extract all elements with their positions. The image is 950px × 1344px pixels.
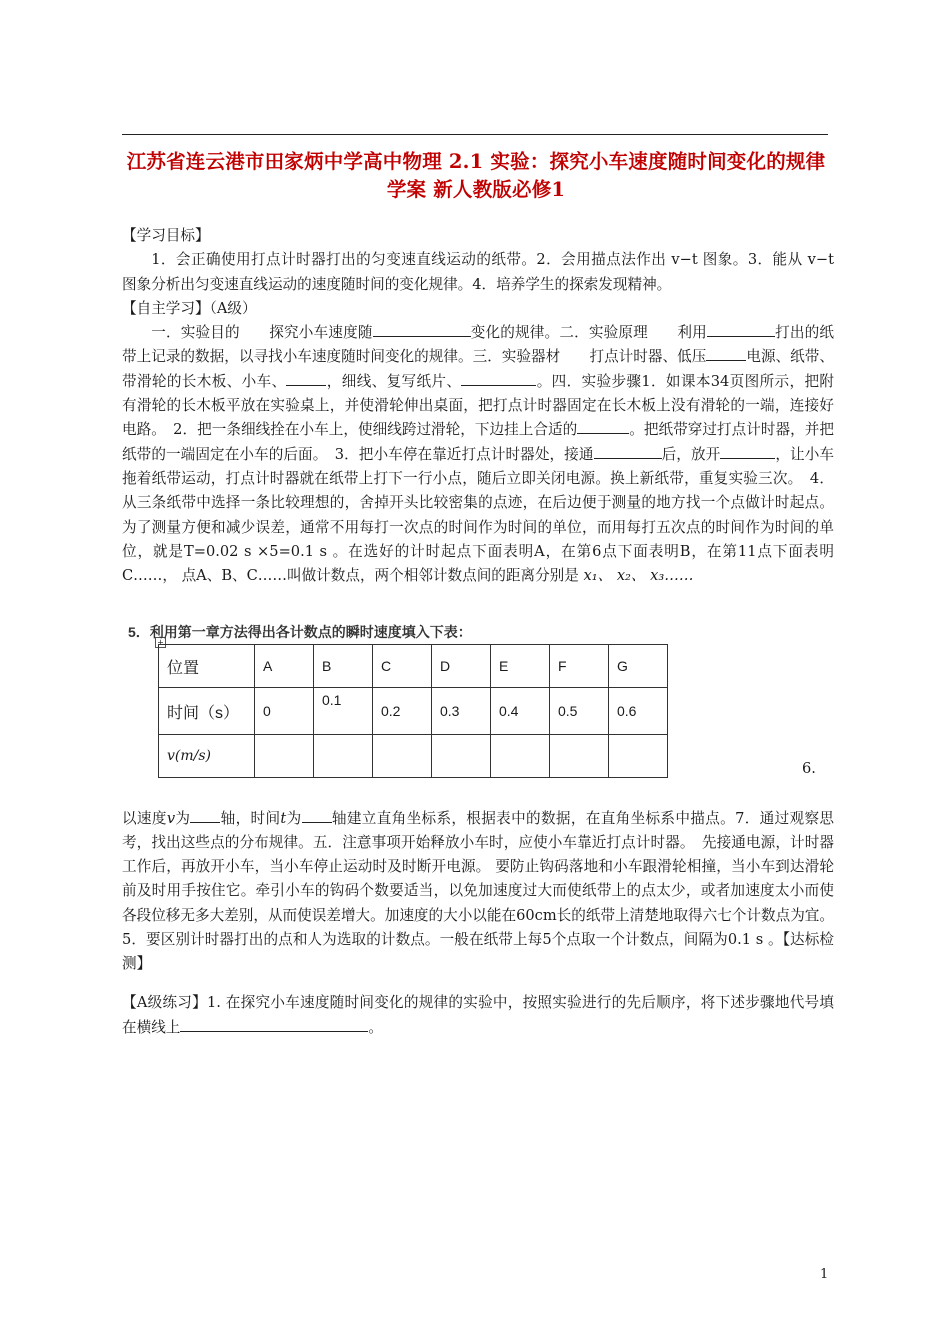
fill-blank: [302, 807, 332, 823]
page-number: 1: [820, 1267, 829, 1282]
cell-time: 0.6: [609, 688, 668, 735]
table-row-time: [159, 688, 668, 735]
goals-text: 1．会正确使用打点计时器打出的匀变速直线运动的纸带。2．会用描点法作出 v−t 图象。3．能从 v−t 图象分析出匀变速直线运动的速度随时间的变化规律。4．培养学生的探索发现精神。: [122, 251, 834, 293]
cell-velocity-empty: [432, 735, 491, 778]
step6-number: 6.: [802, 760, 816, 777]
main-text: [122, 224, 834, 588]
cell-time: 0.2: [373, 688, 432, 735]
fill-blank: [594, 443, 662, 459]
velocity-table: [158, 644, 668, 778]
fill-blank: [577, 418, 629, 434]
exercise-heading: 【A级练习】: [122, 994, 207, 1012]
fill-blank: [461, 370, 536, 386]
cell-velocity-empty: [255, 735, 314, 778]
goals-heading: 【学习目标】: [122, 227, 210, 244]
table-row-velocity: [159, 735, 668, 778]
fill-blank: [373, 321, 471, 337]
cell-time: 0.5: [550, 688, 609, 735]
distance-symbols: x₁、 x₂、 x₃……: [583, 567, 694, 585]
exercise-paragraph: 【A级练习】1. 在探究小车速度随时间变化的规律的实验中，按照实验进行的先后顺序，将下述步骤地代号填在横线上 。: [122, 994, 834, 1036]
table-anchor-icon: +: [155, 637, 166, 648]
row-label-time: 时间（s）: [159, 688, 255, 735]
cell-velocity-empty: [314, 735, 373, 778]
fill-blank: [190, 807, 220, 823]
fill-blank: [286, 370, 326, 386]
self-study-heading: 【自主学习】（A级）: [122, 299, 257, 317]
cell-time: 0: [255, 688, 314, 735]
cell-velocity-empty: [550, 735, 609, 778]
cell-position: F: [550, 645, 609, 688]
cell-position: G: [609, 645, 668, 688]
cell-velocity-empty: [491, 735, 550, 778]
continued-text: [122, 792, 834, 1054]
fill-blank: [180, 1016, 368, 1032]
document-title: 江苏省连云港市田家炳中学高中物理 2.1 实验：探究小车速度随时间变化的规律学案 新人教版必修1: [126, 150, 826, 201]
cell-time: 0.4: [491, 688, 550, 735]
top-rule: [122, 134, 828, 135]
cell-position: D: [432, 645, 491, 688]
cell-velocity-empty: [609, 735, 668, 778]
cell-time: 0.3: [432, 688, 491, 735]
cell-position: B: [314, 645, 373, 688]
cell-position: E: [491, 645, 550, 688]
fill-blank: [720, 443, 775, 459]
check-heading: 【达标检测】: [122, 931, 834, 973]
step5-text: 5．利用第一章方法得出各计数点的瞬时速度填入下表：: [128, 624, 472, 640]
fill-blank: [707, 321, 775, 337]
cell-time: 0.1: [314, 688, 373, 735]
table-row-position: [159, 645, 668, 688]
row-label-velocity: v(m/s): [159, 735, 255, 778]
row-label-position: 位置: [159, 645, 255, 688]
self-study-paragraph: 一．实验目的 探究小车速度随 变化的规律。二．实验原理 利用 打出的纸带上记录的数据，以寻找小车速度随时间变化的规律。三．实验器材 打点计时器、低压 电源、纸带、带滑轮的长木板、小车、 ，细线、复写纸片、 。四．实验步骤1．如课本34页图所示，把附有滑轮的长木板平放在实验桌上，并使滑轮伸出桌面，把打点计时器固定在长木板上没有滑轮的一端，连接好电路。 2．把一条细线拴在小车上，使细线跨过滑轮，下边挂上合适的 。把纸带穿过打点计时器，并把纸带的一端固定在小车的后面。 3．把小车停在靠近打点计时器处，接通 后，放开 ，让小车拖着纸带运动，打点计时器就在纸带上打下一行小点，随后立即关闭电源。换上新纸带，重复实验三次。 4．从三条纸带中选择一条比较理想的，舍掉开头比较密集的点迹，在后边便于测量的地方找一个点做计时起点。为了测量方便和减少误差，通常不用每打一次点的时间作为时间的单位，而用每打五次点的时间作为时间的单位，就是T=0.02 s ×5=0.1 s 。在选好的计时起点下面表明A，在第6点下面表明B，在第11点下面表明C……， 点A、B、C……叫做计数点，两个相邻计数点间的距离分别是 x₁、 x₂、 x₃……: [122, 321, 834, 588]
cell-position: A: [255, 645, 314, 688]
cell-velocity-empty: [373, 735, 432, 778]
fill-blank: [706, 345, 746, 361]
cell-position: C: [373, 645, 432, 688]
continued-paragraph: 以速度v为 轴，时间t为 轴建立直角坐标系，根据表中的数据，在直角坐标系中描点。7．通过观察思考，找出这些点的分布规律。五．注意事项开始释放小车时，应使小车靠近打点计时器。 先接通电源，计时器工作后，再放开小车，当小车停止运动时及时断开电源。 要防止钩码落地和小车跟滑轮相撞，当小车到达滑轮前及时用手按住它。牵引小车的钩码个数要适当，以免加速度过大而使纸带上的点太少，或者加速度太小而使各段位移无多大差别，从而使误差增大。加速度的大小以能在60cm长的纸带上清楚地取得六七个计数点为宜。 5．要区别计时器打出的点和人为选取的计数点。一般在纸带上每5个点取一个计数点，间隔为0.1 s 。【达标检测】: [122, 807, 834, 977]
